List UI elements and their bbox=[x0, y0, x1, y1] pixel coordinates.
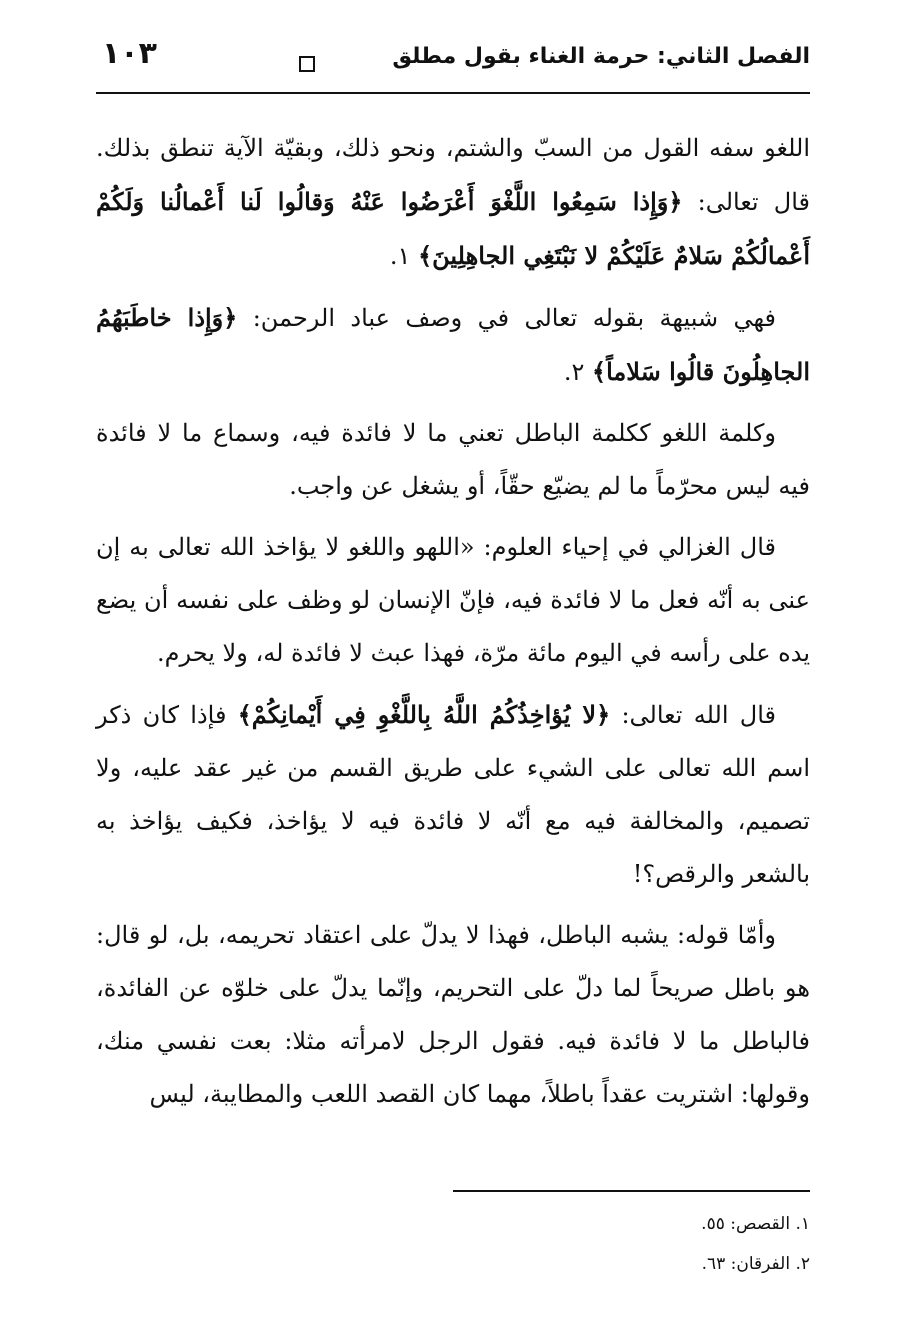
footnote: ٢. الفرقان: ٦٣. bbox=[701, 1254, 810, 1274]
quranic-verse: ﴿وَإِذا خاطَبَهُمُ الجاهِلُونَ قالُوا سَلاماً﴾ bbox=[96, 303, 810, 386]
paragraph bbox=[96, 521, 810, 680]
quranic-verse: ﴿وَإِذا سَمِعُوا اللَّغْوَ أَعْرَضُوا عَنْهُ وَقالُوا لَنا أَعْمالُنا وَلَكُمْ أَعْمالُكُمْ سَلامٌ عَلَيْكُمْ لا نَبْتَغِي الجاهِلِينَ﴾ bbox=[96, 187, 810, 270]
paragraph bbox=[96, 122, 810, 283]
square-ornament-icon bbox=[299, 56, 315, 72]
paragraph-text: اللغو سفه القول من السبّ والشتم، ونحو ذلك، وبقيّة الآية تنطق بذلك. قال تعالى: bbox=[96, 134, 811, 216]
chapter-title: الفصل الثاني: حرمة الغناء بقول مطلق bbox=[392, 44, 810, 69]
body-text bbox=[96, 122, 810, 1129]
footnote: ١. القصص: ٥٥. bbox=[701, 1214, 810, 1234]
paragraph-text: وأمّا قوله: يشبه الباطل، فهذا لا يدلّ على اعتقاد تحريمه، بل، لو قال: هو باطل صريحاً لما دلّ على التحريم، وإنّما يدلّ على خلوّه عن الفائدة، فالباطل ما لا فائدة فيه. فقول الرجل لامرأته مثلا: بعت نفسي منك، وقولها: اشتريت عقداً باطلاً، مهما كان القصد اللعب والمطايبة، ليس bbox=[96, 921, 810, 1108]
footnotes bbox=[96, 1204, 810, 1284]
paragraph-text: ١. bbox=[389, 242, 419, 270]
paragraph bbox=[96, 909, 810, 1121]
paragraph-text: فهي شبيهة بقوله تعالى في وصف عباد الرحمن: bbox=[237, 304, 776, 332]
paragraph bbox=[96, 291, 810, 399]
paragraph bbox=[96, 688, 810, 901]
paragraph-text: قال الغزالي في إحياء العلوم: «اللهو واللغو لا يؤاخذ الله تعالى به إن عنى به أنّه فعل ما لا فائدة فيه، فإنّ الإنسان لو وظف على نفسه أن يضع يده على رأسه في اليوم مائة مرّة، فهذا عبث لا فائدة له، ولا يحرم. bbox=[96, 533, 810, 667]
paragraph-text: وكلمة اللغو ككلمة الباطل تعني ما لا فائدة فيه، وسماع ما لا فائدة فيه ليس محرّماً ما لم يضيّع حقّاً، أو يشغل عن واجب. bbox=[96, 419, 810, 500]
paragraph-text: قال الله تعالى: bbox=[610, 701, 777, 729]
paragraph-text: ٢. bbox=[563, 358, 593, 386]
paragraph-text: فإذا كان ذكر اسم الله تعالى على الشيء على طريق القسم من غير عقد عليه، ولا تصميم، والمخالفة فيه مع أنّه لا فائدة فيه لا يؤاخذ، فكيف يؤاخذ به بالشعر والرقص؟! bbox=[96, 701, 810, 888]
footnote-divider bbox=[453, 1190, 810, 1192]
paragraph bbox=[96, 407, 810, 513]
quranic-verse: ﴿لا يُؤاخِذُكُمُ اللَّهُ بِاللَّغْوِ فِي أَيْمانِكُمْ﴾ bbox=[237, 700, 611, 729]
page-number: ١٠٣ bbox=[102, 36, 157, 71]
running-header bbox=[96, 34, 810, 94]
